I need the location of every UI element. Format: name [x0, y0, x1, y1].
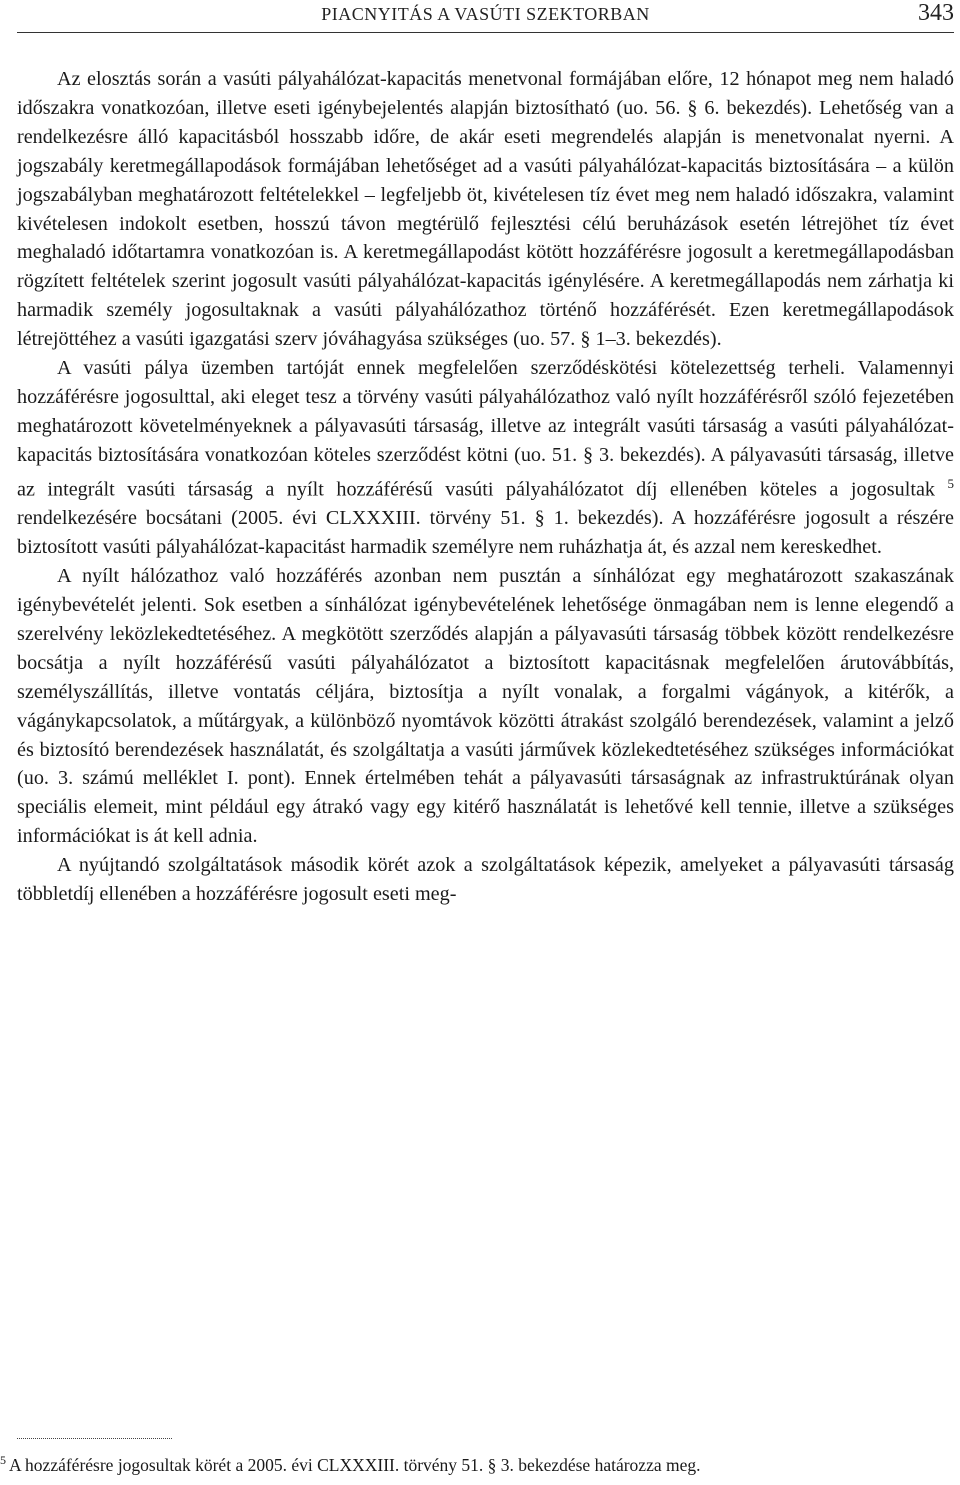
footnote-divider — [17, 1438, 172, 1439]
footnote — [0, 1447, 937, 1478]
paragraph-1: Az elosztás során a vasúti pályahálózat-kapacitás menetvonal formájában előre, 12 hónapot meg nem haladó időszakra vonatkozóan, illetve eseti igénybejelentés alapján biztosítható (uo. 56. § 6. bekezdés). Lehetőség van a rendelkezésre álló kapacitásból hosszabb időre, de akár eseti megrendelés alapján is menetvonalat nyerni. A jogszabály keretmegállapodások formájában lehetőséget ad a vasúti pályahálózat-kapacitás biztosítására – a külön jogszabályban meghatározott feltételekkel – legfeljebb öt, kivételesen tíz évet meg nem haladó időszakra, valamint kivételesen indokolt esetben, hosszú távon megtérülő fejlesztési célú beruházások esetén létrejöhet tíz évet meghaladó időtartamra vonatkozóan is. A keretmegállapodást kötött hozzáférésre jogosult a keretmegállapodásban rögzített feltételek szerint jogosult vasúti pályahálózat-kapacitás igénylésére. A keretmegállapodás nem zárhatja ki harmadik személy jogosultaknak a vasúti pályahálózathoz történő hozzáférését. Ezen keretmegállapodások létrejöttéhez a vasúti igazgatási szerv jóváhagyása szükséges (uo. 57. § 1–3. bekezdés). — [17, 68, 954, 351]
footnote-area — [0, 1438, 954, 1478]
paragraph-2-text-a: A vasúti pálya üzemben tartóját ennek megfelelően szerződéskötési kötelezettség terheli. Valamennyi hozzáférésre jogosulttal, aki eleget tesz a törvény vasúti pályahálózathoz való nyílt hozzáférésről szóló fejezetében meghatározott követelményeknek a pályavasúti társaság, illetve az integrált vasúti társaság a vasúti pályahálózat-kapacitás biztosítására vonatkozóan köteles szerződést kötni (uo. 51. § 3. bekezdés). A pályavasúti társaság, illetve az integrált vasúti társaság a nyílt hozzáférésű vasúti pályahálózatot díj ellenében köteles a jogosultak — [17, 357, 954, 501]
footnote-text: A hozzáférésre jogosultak körét a 2005. évi CLXXXIII. törvény 51. § 3. bekezdése határozza meg. — [9, 1454, 701, 1475]
paragraph-2 — [17, 354, 954, 562]
footnote-number: 5 — [0, 1453, 6, 1467]
running-title: PIACNYITÁS A VASÚTI SZEKTORBAN — [321, 4, 650, 24]
paragraph-2-text-b: rendelkezésére bocsátani (2005. évi CLXXXIII. törvény 51. § 1. bekezdés). A hozzáférésre jogosult a részére biztosított vasúti pályahálózat-kapacitást harmadik személyre nem ruházhatja át, és azzal nem kereskedhet. — [17, 507, 954, 559]
paragraph-4: A nyújtandó szolgáltatások második körét azok a szolgáltatások képezik, amelyeket a pályavasúti társaság többletdíj ellenében a hozzáférésre jogosult eseti meg- — [17, 854, 954, 906]
page-number: 343 — [918, 0, 954, 26]
running-header — [17, 0, 954, 33]
paragraph-3: A nyílt hálózathoz való hozzáférés azonban nem pusztán a sínhálózat egy meghatározott szakaszának igénybevételét jelenti. Sok esetben a sínhálózat igénybevételének lehetősége önmagában nem is lenne elegendő a szerelvény leközlekedtetéséhez. A megkötött szerződés alapján a pályavasúti társaság többek között rendelkezésre bocsátja a nyílt hozzáférésű vasúti pályahálózatot a biztosított kapacitásnak megfelelően árutovábbítás, személyszállítás, illetve vontatás céljára, biztosítja a nyílt vonalak, a forgalmi vágányok, a kitérők, a vágánykapcsolatok, a műtárgyak, a különböző nyomtávok közötti átrakást szolgáló berendezések, valamint a jelző és biztosító berendezések használatát, és szolgáltatja a vasúti járművek közlekedtetéséhez szükséges információkat (uo. 3. számú melléklet I. pont). Ennek értelmében tehát a pályavasúti társaságnak az infrastruktúrának olyan speciális elemeit, mint például egy átrakó vagy egy kitérő használatát is lehetővé kell tennie, illetve a szükséges információkat is át kell adnia. — [17, 565, 954, 848]
body-text — [17, 65, 954, 909]
footnote-reference[interactable]: 5 — [947, 475, 954, 491]
